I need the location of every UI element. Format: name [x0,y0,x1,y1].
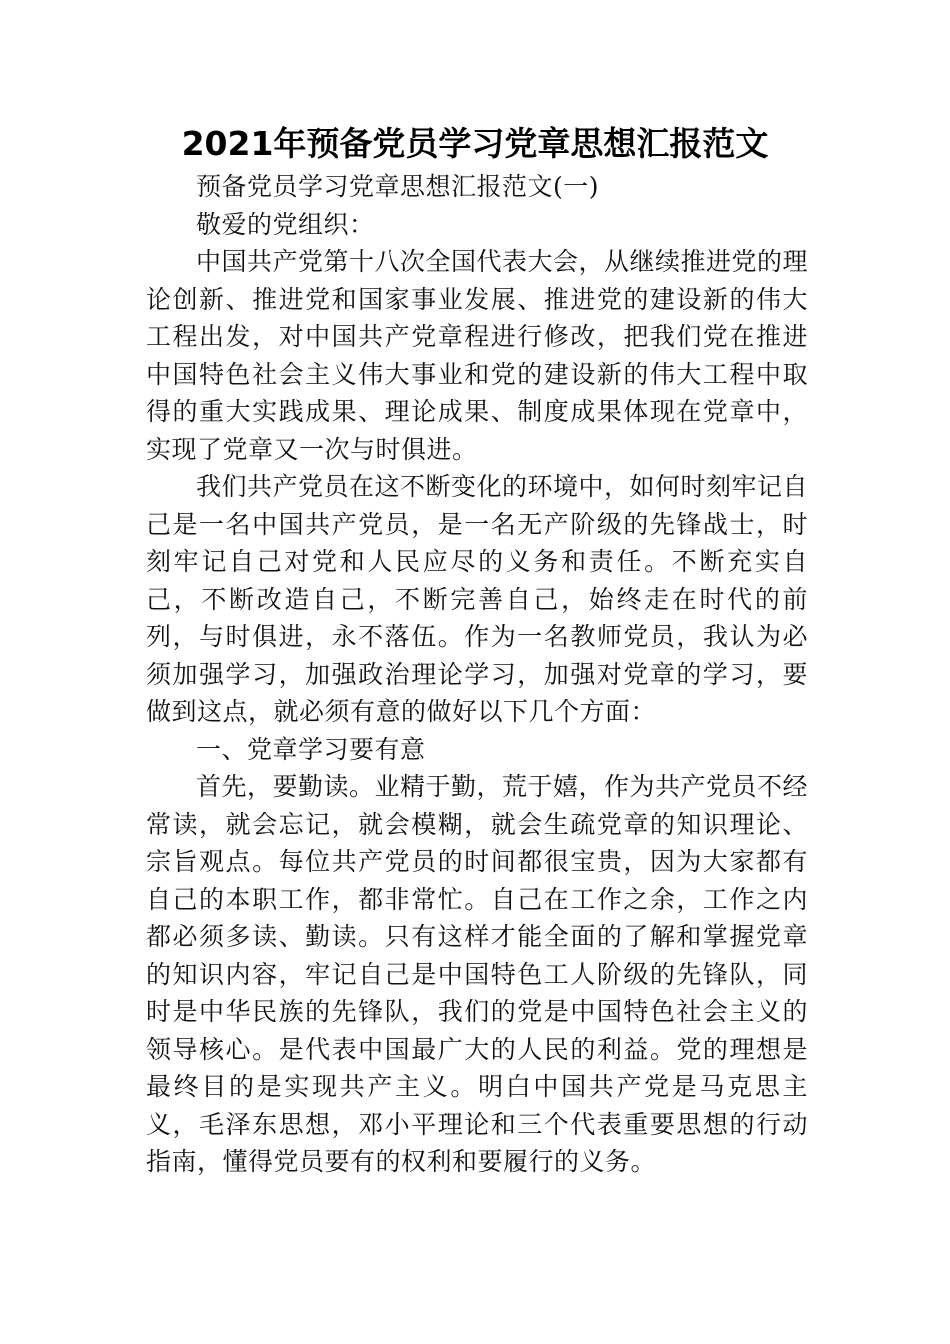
section-heading: 一、党章学习要有意 [196,734,426,764]
salutation-paragraph: 敬爱的党组织： [196,209,375,239]
body-paragraph: 首先，要勤读。业精于勤，荒于嬉，作为共产党员不经常读，就会忘记，就会模糊，就会生疏党章的知识理论、宗旨观点。每位共产党员的时间都很宝贵，因为大家都有自己的本职工作，都非常忙。自己在工作之余，工作之内都必须多读、勤读。只有这样才能全面的了解和掌握党章的知识内容，牢记自己是中国特色工人阶级的先锋队，同时是中华民族的先锋队，我们的党是中国特色社会主义的领导核心。是代表中国最广大的人民的利益。党的理想是最终目的是实现共产主义。明白中国共产党是马克思主义，毛泽东思想，邓小平理论和三个代表重要思想的行动指南，懂得党员要有的权利和要履行的义务。 [146,772,809,1176]
document-title: 2021年预备党员学习党章思想汇报范文 [181,124,769,163]
body-paragraph: 我们共产党员在这不断变化的环境中，如何时刻牢记自己是一名中国共产党员，是一名无产阶级的先锋战士，时刻牢记自己对党和人民应尽的义务和责任。不断充实自己，不断改造自己，不断完善自己，始终走在时代的前列，与时俱进，永不落伍。作为一名教师党员，我认为必须加强学习，加强政治理论学习，加强对党章的学习，要做到这点，就必须有意的做好以下几个方面： [146,472,809,726]
body-paragraph: 中国共产党第十八次全国代表大会，从继续推进党的理论创新、推进党和国家事业发展、推进党的建设新的伟大工程出发，对中国共产党章程进行修改，把我们党在推进中国特色社会主义伟大事业和党的建设新的伟大工程中取得的重大实践成果、理论成果、制度成果体现在党章中，实现了党章又一次与时俱进。 [146,247,809,464]
subtitle-paragraph: 预备党员学习党章思想汇报范文(一) [196,172,600,201]
document-body [146,168,808,1181]
